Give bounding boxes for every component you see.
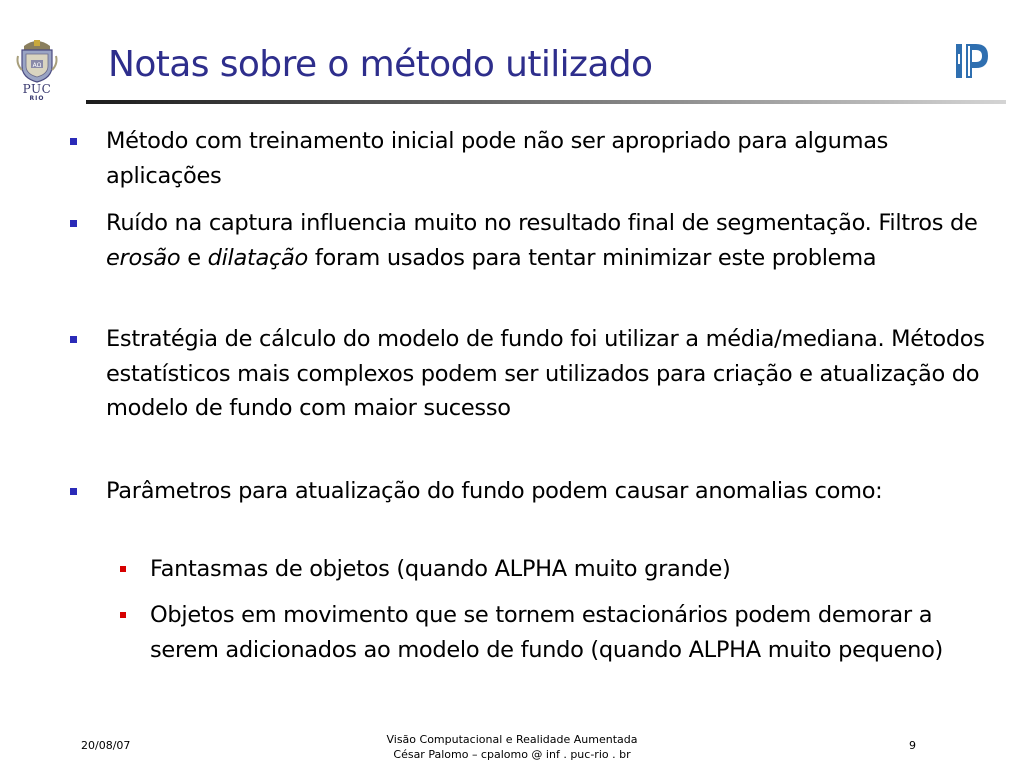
puc-rio-logo <box>14 38 60 104</box>
footer-author: César Palomo – cpalomo @ inf . puc-rio . br <box>393 748 631 761</box>
page-number: 9 <box>909 739 916 752</box>
crest-icon <box>14 38 60 84</box>
bullet-item <box>106 124 986 193</box>
title-underline <box>86 100 1006 104</box>
square-bullet-icon <box>70 138 77 145</box>
italic-term-erosion: erosão <box>106 244 181 271</box>
square-bullet-icon <box>70 336 77 343</box>
slide-title: Notas sobre o método utilizado <box>108 44 653 85</box>
footer-center <box>362 732 662 762</box>
svg-text:ΑΩ: ΑΩ <box>32 62 42 69</box>
ip-logo <box>954 40 992 82</box>
square-bullet-icon <box>70 220 77 227</box>
bullet-text: Estratégia de cálculo do modelo de fundo foi utilizar a média/mediana. Métodos estatísticos mais complexos podem ser utilizados para criação e atualização do modelo de fundo com maior sucesso <box>106 326 985 421</box>
footer-date: 20/08/07 <box>81 739 131 752</box>
sub-bullet-text: Fantasmas de objetos (quando ALPHA muito grande) <box>150 556 731 582</box>
bullet-text <box>106 206 986 275</box>
bullet-text: Parâmetros para atualização do fundo podem causar anomalias como: <box>106 478 883 504</box>
sub-bullet-item <box>150 552 990 587</box>
square-bullet-icon <box>70 488 77 495</box>
bullet-item <box>106 474 986 509</box>
square-sub-bullet-icon <box>120 612 126 618</box>
footer-course-title: Visão Computacional e Realidade Aumentada <box>386 733 638 746</box>
logo-puc-text: PUC <box>22 82 52 96</box>
bullet-text-part: foram usados para tentar minimizar este problema <box>314 244 877 271</box>
logo-rio-text: RIO <box>29 95 45 102</box>
italic-term-dilation: dilatação <box>207 244 309 271</box>
square-sub-bullet-icon <box>120 566 126 572</box>
ip-logo-icon <box>954 40 992 82</box>
bullet-item <box>106 322 986 426</box>
bullet-text-part: e <box>187 244 201 271</box>
bullet-text-part: Ruído na captura influencia muito no resultado final de segmentação. Filtros de <box>106 210 978 236</box>
sub-bullet-text: Objetos em movimento que se tornem estacionários podem demorar a serem adicionados ao modelo de fundo (quando ALPHA muito pequeno) <box>150 602 944 663</box>
bullet-item <box>106 206 986 275</box>
bullet-text: Método com treinamento inicial pode não ser apropriado para algumas aplicações <box>106 128 889 189</box>
sub-bullet-item <box>150 598 990 667</box>
